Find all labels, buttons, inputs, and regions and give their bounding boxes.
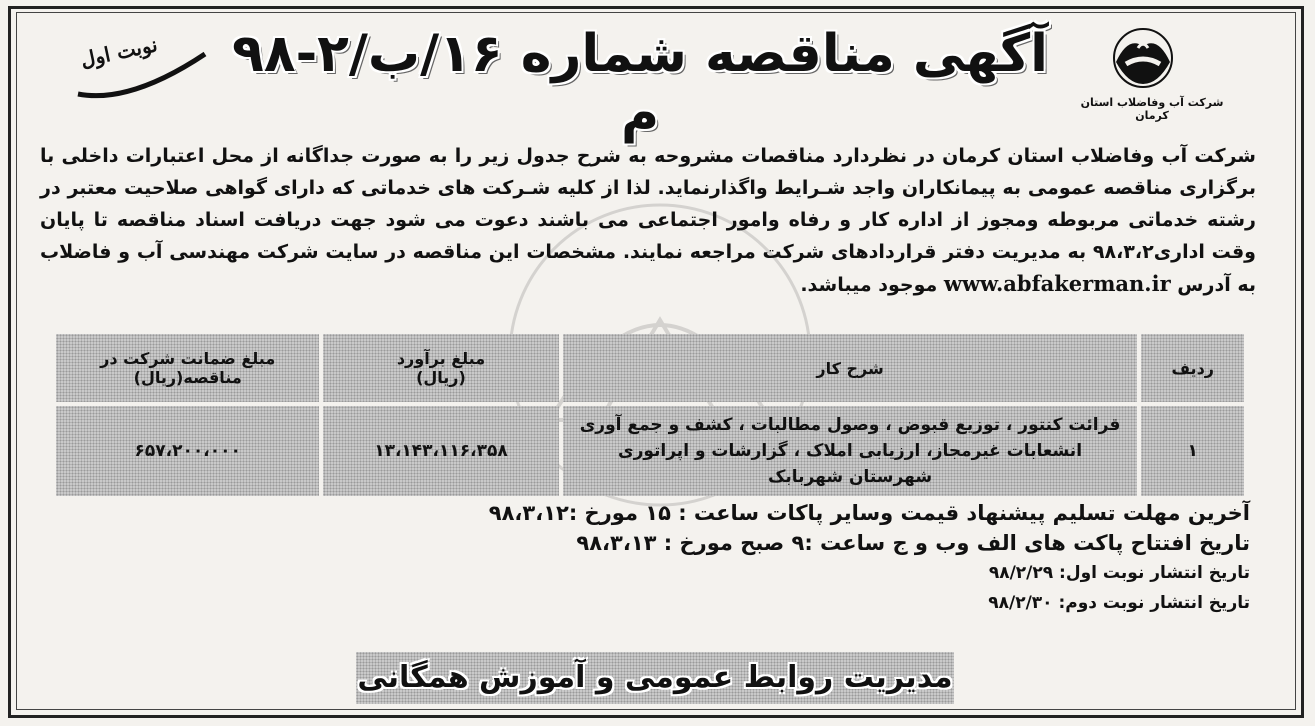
publish-date-first: تاریخ انتشار نوبت اول: ۹۸/۲/۲۹	[988, 563, 1250, 583]
cell-estimate: ۱۳،۱۴۳،۱۱۶،۳۵۸	[323, 406, 558, 496]
opening-date: تاریخ افتتاح پاکت های الف وب و ج ساعت :۹ صبح مورخ : ۹۸،۳،۱۳	[576, 531, 1250, 555]
website-link[interactable]: www.abfakerman.ir	[943, 271, 1171, 296]
table-row	[56, 406, 1244, 496]
submission-deadline: آخرین مهلت تسلیم پیشنهاد قیمت وسایر پاکات ساعت : ۱۵ مورخ :۹۸،۳،۱۲	[488, 501, 1250, 525]
intro-ending: موجود میباشد.	[800, 274, 938, 296]
header-guarantee: مبلغ ضمانت شرکت در مناقصه(ریال)	[56, 334, 319, 402]
header-description: شرح کار	[563, 334, 1138, 402]
intro-text: شرکت آب وفاضلاب استان کرمان در نظردارد مناقصات مشروحه به شرح جدول زیر را به صورت جداگانه از محل اعتبارات داخلی با برگزاری مناقصه عمومی به پیمانکاران واجد شـرایط واگذارنماید. لذا از کلیه شـرکت های خدماتی که دارای گواهی صلاحیت معتبر در رشته خدماتی مربوطه ومجوز از اداره کار و رفاه وامور اجتماعی می باشند دعوت می شود جهت دریافت اسناد مناقصه تا پایان وقت اداری۹۸،۳،۲ به مدیریت دفتر قراردادهای شرکت مراجعه نمایند. مشخصات این مناقصه در سایت شرکت مهندسی آب و فاضلاب به آدرس	[40, 145, 1256, 296]
header-row-number: ردیف	[1141, 334, 1244, 402]
cell-row-number: ۱	[1141, 406, 1244, 496]
round-label: نوبت اول	[78, 32, 160, 72]
publish-date-second: تاریخ انتشار نوبت دوم: ۹۸/۲/۳۰	[988, 593, 1250, 613]
footer-signature: مدیریت روابط عمومی و آموزش همگانی	[356, 652, 954, 704]
table-header-row	[56, 334, 1244, 402]
page-title: آگهی مناقصه شماره ۱۶/ب/۲-۹۸ م	[232, 24, 1048, 144]
header-estimate: مبلغ برآورد (ریال)	[323, 334, 558, 402]
tender-table	[52, 330, 1248, 500]
intro-paragraph	[40, 140, 1256, 301]
company-name: شرکت آب وفاضلاب استان کرمان	[1080, 96, 1224, 122]
cell-description: قرائت کنتور ، توزیع قبوض ، وصول مطالبات ، کشف و جمع آوری انشعابات غیرمجاز، ارزیابی املاک ، گزارشات و اپراتوری شهرستان شهربابک	[563, 406, 1138, 496]
tender-details	[40, 498, 1250, 618]
cell-guarantee: ۶۵۷،۲۰۰،۰۰۰	[56, 406, 319, 496]
company-logo-icon	[1108, 26, 1178, 90]
